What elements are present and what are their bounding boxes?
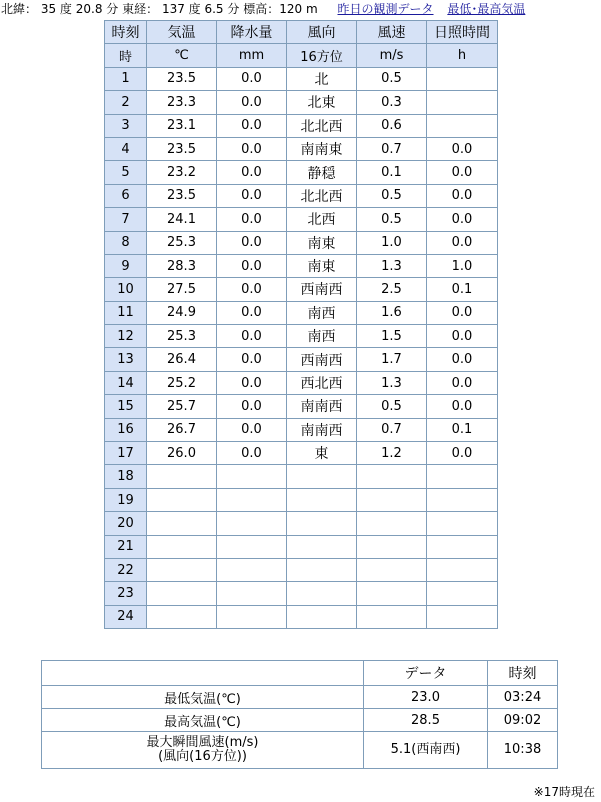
cell-sunshine: 0.0 — [427, 208, 498, 231]
cell-sunshine: 0.0 — [427, 184, 498, 207]
cell-sunshine: 0.0 — [427, 442, 498, 465]
cell-sunshine — [427, 114, 498, 137]
summary-label: 最低気温(℃) — [42, 686, 364, 709]
table-row — [105, 558, 498, 581]
summary-time: 10:38 — [488, 732, 558, 769]
column-header-hour: 時刻 — [105, 21, 147, 44]
cell-wind-speed: 1.0 — [357, 231, 427, 254]
cell-sunshine: 0.0 — [427, 395, 498, 418]
cell-wind-speed — [357, 465, 427, 488]
cell-precipitation: 0.0 — [217, 395, 287, 418]
summary-header-time: 時刻 — [488, 661, 558, 686]
daily-summary-table — [41, 660, 558, 769]
cell-precipitation — [217, 512, 287, 535]
summary-label — [42, 732, 364, 769]
altitude-value: 120 m — [279, 2, 318, 16]
current-time-note: ※17時現在 — [533, 785, 595, 799]
cell-wind-speed: 2.5 — [357, 278, 427, 301]
cell-hour: 2 — [105, 91, 147, 114]
cell-wind-direction: 西南西 — [287, 348, 357, 371]
altitude-label: 標高 — [243, 2, 268, 16]
cell-sunshine: 0.0 — [427, 301, 498, 324]
cell-wind-speed: 0.5 — [357, 184, 427, 207]
table-row — [105, 605, 498, 628]
table-row — [105, 208, 498, 231]
cell-wind-speed — [357, 558, 427, 581]
summary-label-line2: (風向(16方位)) — [158, 749, 247, 764]
cell-temperature: 24.9 — [147, 301, 217, 324]
column-header-wind-speed: 風速 — [357, 21, 427, 44]
cell-temperature: 25.7 — [147, 395, 217, 418]
cell-sunshine — [427, 558, 498, 581]
cell-wind-speed: 1.2 — [357, 442, 427, 465]
cell-wind-speed: 0.3 — [357, 91, 427, 114]
cell-wind-direction — [287, 605, 357, 628]
cell-temperature: 23.5 — [147, 137, 217, 160]
summary-header-row — [42, 661, 558, 686]
cell-wind-direction: 南西 — [287, 325, 357, 348]
summary-label: 最高気温(℃) — [42, 709, 364, 732]
cell-wind-direction — [287, 465, 357, 488]
cell-hour: 23 — [105, 582, 147, 605]
cell-hour: 10 — [105, 278, 147, 301]
cell-hour: 22 — [105, 558, 147, 581]
cell-precipitation — [217, 582, 287, 605]
cell-wind-direction: 北東 — [287, 91, 357, 114]
cell-temperature — [147, 512, 217, 535]
cell-sunshine: 1.0 — [427, 254, 498, 277]
cell-hour: 5 — [105, 161, 147, 184]
cell-sunshine — [427, 488, 498, 511]
unit-hour: 時 — [105, 44, 147, 67]
summary-header-data: データ — [364, 661, 488, 686]
column-header-temperature: 気温 — [147, 21, 217, 44]
summary-value: 23.0 — [364, 686, 488, 709]
cell-hour: 16 — [105, 418, 147, 441]
cell-hour: 6 — [105, 184, 147, 207]
cell-wind-direction: 南東 — [287, 254, 357, 277]
cell-precipitation: 0.0 — [217, 348, 287, 371]
cell-temperature: 25.2 — [147, 371, 217, 394]
cell-temperature: 26.0 — [147, 442, 217, 465]
table-row — [105, 418, 498, 441]
summary-row-max-gust — [42, 732, 558, 769]
cell-wind-direction: 東 — [287, 442, 357, 465]
cell-hour: 7 — [105, 208, 147, 231]
cell-sunshine: 0.0 — [427, 137, 498, 160]
table-row — [105, 465, 498, 488]
cell-wind-speed: 1.5 — [357, 325, 427, 348]
cell-precipitation — [217, 465, 287, 488]
cell-hour: 20 — [105, 512, 147, 535]
cell-wind-speed: 0.5 — [357, 395, 427, 418]
cell-precipitation: 0.0 — [217, 231, 287, 254]
cell-sunshine: 0.0 — [427, 325, 498, 348]
unit-precipitation: mm — [217, 44, 287, 67]
cell-hour: 21 — [105, 535, 147, 558]
summary-time: 09:02 — [488, 709, 558, 732]
unit-temperature: ℃ — [147, 44, 217, 67]
cell-precipitation: 0.0 — [217, 301, 287, 324]
longitude-value: 137 度 6.5 分 — [161, 2, 240, 16]
cell-precipitation: 0.0 — [217, 91, 287, 114]
cell-temperature: 23.2 — [147, 161, 217, 184]
hourly-observation-table — [104, 20, 498, 629]
cell-precipitation — [217, 605, 287, 628]
cell-temperature: 23.3 — [147, 91, 217, 114]
cell-temperature — [147, 605, 217, 628]
cell-wind-direction — [287, 582, 357, 605]
cell-precipitation: 0.0 — [217, 278, 287, 301]
cell-wind-speed — [357, 512, 427, 535]
cell-temperature: 28.3 — [147, 254, 217, 277]
cell-hour: 3 — [105, 114, 147, 137]
cell-wind-speed: 0.6 — [357, 114, 427, 137]
summary-header-blank — [42, 661, 364, 686]
cell-precipitation: 0.0 — [217, 208, 287, 231]
summary-row-min-temp — [42, 686, 558, 709]
cell-temperature: 27.5 — [147, 278, 217, 301]
cell-precipitation: 0.0 — [217, 254, 287, 277]
station-location: 北緯： 35 度 20.8 分 東経： 137 度 6.5 分 標高：120 m — [1, 2, 318, 16]
cell-wind-speed: 0.5 — [357, 208, 427, 231]
latitude-label: 北緯 — [1, 2, 26, 16]
cell-precipitation: 0.0 — [217, 371, 287, 394]
cell-hour: 24 — [105, 605, 147, 628]
table-row — [105, 278, 498, 301]
table-row — [105, 91, 498, 114]
cell-hour: 8 — [105, 231, 147, 254]
cell-wind-direction: 北 — [287, 67, 357, 90]
cell-hour: 19 — [105, 488, 147, 511]
cell-wind-speed: 1.3 — [357, 254, 427, 277]
table-row — [105, 254, 498, 277]
column-header-wind-direction: 風向 — [287, 21, 357, 44]
cell-wind-speed: 0.7 — [357, 418, 427, 441]
cell-sunshine: 0.0 — [427, 231, 498, 254]
cell-precipitation: 0.0 — [217, 67, 287, 90]
cell-precipitation: 0.0 — [217, 325, 287, 348]
cell-sunshine: 0.0 — [427, 348, 498, 371]
cell-temperature: 26.7 — [147, 418, 217, 441]
station-info-bar — [1, 0, 601, 18]
cell-wind-direction — [287, 535, 357, 558]
cell-wind-direction: 静穏 — [287, 161, 357, 184]
yesterday-data-link[interactable]: 昨日の観測データ — [337, 2, 434, 16]
cell-sunshine — [427, 582, 498, 605]
cell-precipitation: 0.0 — [217, 418, 287, 441]
cell-hour: 17 — [105, 442, 147, 465]
table-row — [105, 512, 498, 535]
column-header-sunshine: 日照時間 — [427, 21, 498, 44]
cell-wind-direction: 南東 — [287, 231, 357, 254]
cell-precipitation: 0.0 — [217, 442, 287, 465]
cell-hour: 12 — [105, 325, 147, 348]
cell-temperature: 25.3 — [147, 325, 217, 348]
cell-wind-speed: 1.6 — [357, 301, 427, 324]
cell-wind-speed: 1.3 — [357, 371, 427, 394]
cell-hour: 1 — [105, 67, 147, 90]
table-unit-row — [105, 44, 498, 67]
table-row — [105, 325, 498, 348]
cell-temperature: 23.5 — [147, 184, 217, 207]
cell-wind-speed: 0.1 — [357, 161, 427, 184]
cell-hour: 9 — [105, 254, 147, 277]
table-row — [105, 67, 498, 90]
cell-hour: 15 — [105, 395, 147, 418]
table-row — [105, 535, 498, 558]
cell-wind-direction: 西北西 — [287, 371, 357, 394]
cell-wind-direction: 北北西 — [287, 184, 357, 207]
cell-hour: 4 — [105, 137, 147, 160]
cell-hour: 11 — [105, 301, 147, 324]
cell-precipitation: 0.0 — [217, 137, 287, 160]
cell-temperature: 26.4 — [147, 348, 217, 371]
table-row — [105, 231, 498, 254]
summary-row-max-temp — [42, 709, 558, 732]
cell-wind-direction — [287, 512, 357, 535]
summary-value: 5.1(西南西) — [364, 732, 488, 769]
cell-sunshine — [427, 91, 498, 114]
table-row — [105, 137, 498, 160]
table-row — [105, 582, 498, 605]
table-row — [105, 114, 498, 137]
unit-sunshine: h — [427, 44, 498, 67]
cell-wind-direction: 南西 — [287, 301, 357, 324]
cell-wind-direction: 南南西 — [287, 418, 357, 441]
column-header-precipitation: 降水量 — [217, 21, 287, 44]
cell-temperature — [147, 488, 217, 511]
cell-temperature: 23.5 — [147, 67, 217, 90]
cell-wind-direction: 南南東 — [287, 137, 357, 160]
cell-temperature: 23.1 — [147, 114, 217, 137]
table-row — [105, 442, 498, 465]
cell-precipitation — [217, 535, 287, 558]
cell-precipitation: 0.0 — [217, 114, 287, 137]
cell-sunshine — [427, 512, 498, 535]
cell-wind-speed — [357, 582, 427, 605]
cell-wind-speed: 1.7 — [357, 348, 427, 371]
table-row — [105, 371, 498, 394]
cell-wind-direction — [287, 558, 357, 581]
cell-temperature — [147, 558, 217, 581]
cell-sunshine — [427, 605, 498, 628]
cell-wind-direction: 南南西 — [287, 395, 357, 418]
cell-sunshine — [427, 465, 498, 488]
cell-precipitation — [217, 558, 287, 581]
table-row — [105, 184, 498, 207]
cell-wind-direction — [287, 488, 357, 511]
cell-temperature: 25.3 — [147, 231, 217, 254]
cell-wind-direction: 西南西 — [287, 278, 357, 301]
table-row — [105, 161, 498, 184]
cell-sunshine: 0.1 — [427, 278, 498, 301]
cell-wind-direction: 北北西 — [287, 114, 357, 137]
cell-temperature: 24.1 — [147, 208, 217, 231]
cell-wind-speed — [357, 605, 427, 628]
cell-wind-speed — [357, 488, 427, 511]
cell-wind-speed: 0.5 — [357, 67, 427, 90]
summary-value: 28.5 — [364, 709, 488, 732]
table-header-row — [105, 21, 498, 44]
cell-hour: 14 — [105, 371, 147, 394]
table-row — [105, 348, 498, 371]
cell-sunshine: 0.0 — [427, 371, 498, 394]
cell-sunshine: 0.1 — [427, 418, 498, 441]
cell-temperature — [147, 465, 217, 488]
longitude-label: 東経 — [122, 2, 147, 16]
summary-label-line1: 最大瞬間風速(m/s) — [146, 735, 259, 750]
unit-wind-speed: m/s — [357, 44, 427, 67]
cell-sunshine — [427, 535, 498, 558]
cell-precipitation: 0.0 — [217, 161, 287, 184]
min-max-temp-link[interactable]: 最低･最高気温 — [447, 2, 526, 16]
cell-precipitation — [217, 488, 287, 511]
unit-wind-direction: 16方位 — [287, 44, 357, 67]
table-row — [105, 488, 498, 511]
table-row — [105, 395, 498, 418]
cell-wind-speed — [357, 535, 427, 558]
summary-time: 03:24 — [488, 686, 558, 709]
cell-hour: 13 — [105, 348, 147, 371]
cell-hour: 18 — [105, 465, 147, 488]
latitude-value: 35 度 20.8 分 — [40, 2, 119, 16]
cell-wind-speed: 0.7 — [357, 137, 427, 160]
table-row — [105, 301, 498, 324]
cell-sunshine — [427, 67, 498, 90]
cell-wind-direction: 北西 — [287, 208, 357, 231]
cell-temperature — [147, 582, 217, 605]
cell-precipitation: 0.0 — [217, 184, 287, 207]
cell-sunshine: 0.0 — [427, 161, 498, 184]
cell-temperature — [147, 535, 217, 558]
